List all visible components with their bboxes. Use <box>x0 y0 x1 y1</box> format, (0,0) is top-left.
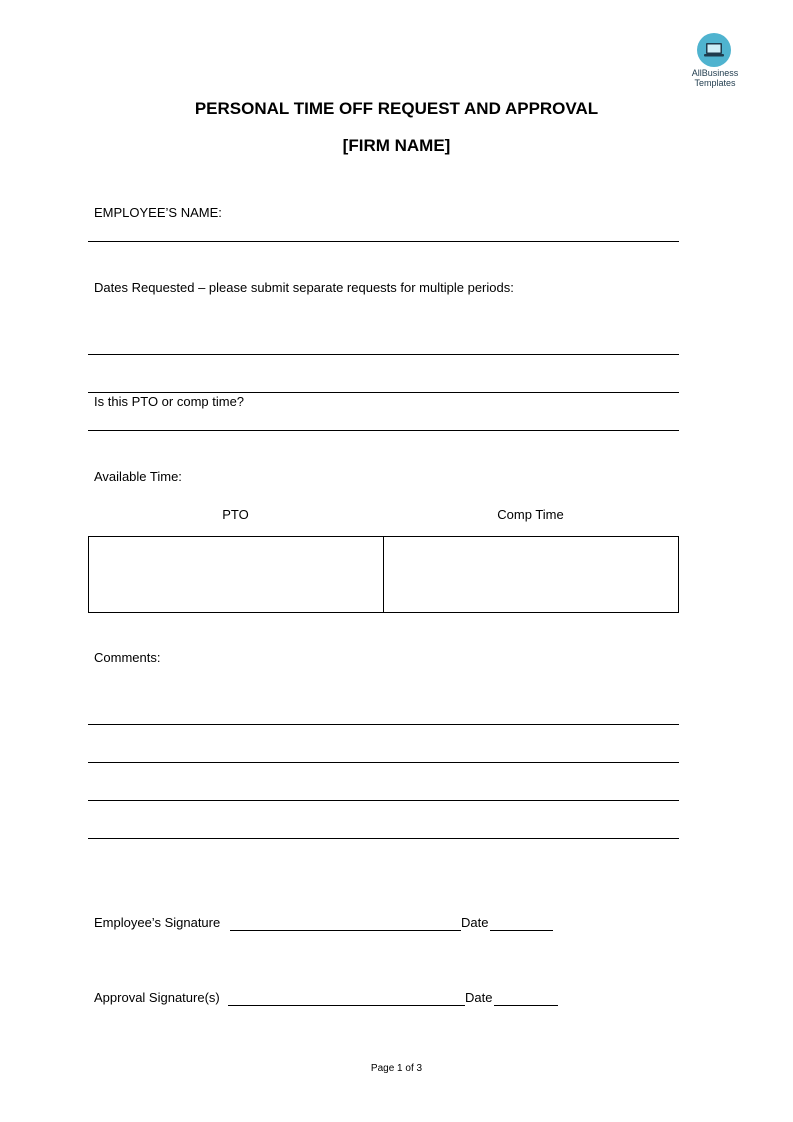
table-divider <box>383 536 384 612</box>
employee-signature-label: Employee’s Signature <box>94 915 221 930</box>
pto-cell[interactable] <box>90 538 381 610</box>
logo-brand-line2: Templates <box>694 78 736 88</box>
employee-name-line[interactable] <box>88 241 679 242</box>
approval-date-line[interactable] <box>494 1005 558 1006</box>
comments-line-4[interactable] <box>88 838 679 839</box>
document-title: PERSONAL TIME OFF REQUEST AND APPROVAL <box>194 99 599 118</box>
employee-date-line[interactable] <box>490 930 553 931</box>
firm-name: [FIRM NAME] <box>342 136 451 155</box>
approval-signature-line[interactable] <box>228 1005 465 1006</box>
comp-time-column-header: Comp Time <box>497 507 564 522</box>
employee-signature-line[interactable] <box>230 930 461 931</box>
approval-date-label: Date <box>465 990 493 1005</box>
laptop-icon <box>697 33 731 67</box>
logo-text <box>682 68 748 88</box>
dates-requested-label: Dates Requested – please submit separate requests for multiple periods: <box>94 280 514 295</box>
dates-requested-line-2[interactable] <box>88 392 679 393</box>
available-time-label: Available Time: <box>94 469 182 484</box>
comments-line-3[interactable] <box>88 800 679 801</box>
pto-question-label: Is this PTO or comp time? <box>94 394 245 409</box>
logo <box>697 33 731 67</box>
page-number: Page 1 of 3 <box>370 1063 423 1074</box>
pto-question-line[interactable] <box>88 430 679 431</box>
logo-brand-line1: AllBusiness <box>691 68 739 78</box>
employee-name-label: EMPLOYEE’S NAME: <box>94 205 222 220</box>
comments-label: Comments: <box>94 650 161 665</box>
comments-line-2[interactable] <box>88 762 679 763</box>
pto-column-header: PTO <box>222 507 249 522</box>
employee-date-label: Date <box>461 915 489 930</box>
comp-time-cell[interactable] <box>385 538 676 610</box>
comments-line-1[interactable] <box>88 724 679 725</box>
dates-requested-line-1[interactable] <box>88 354 679 355</box>
approval-signature-label: Approval Signature(s) <box>94 990 220 1005</box>
